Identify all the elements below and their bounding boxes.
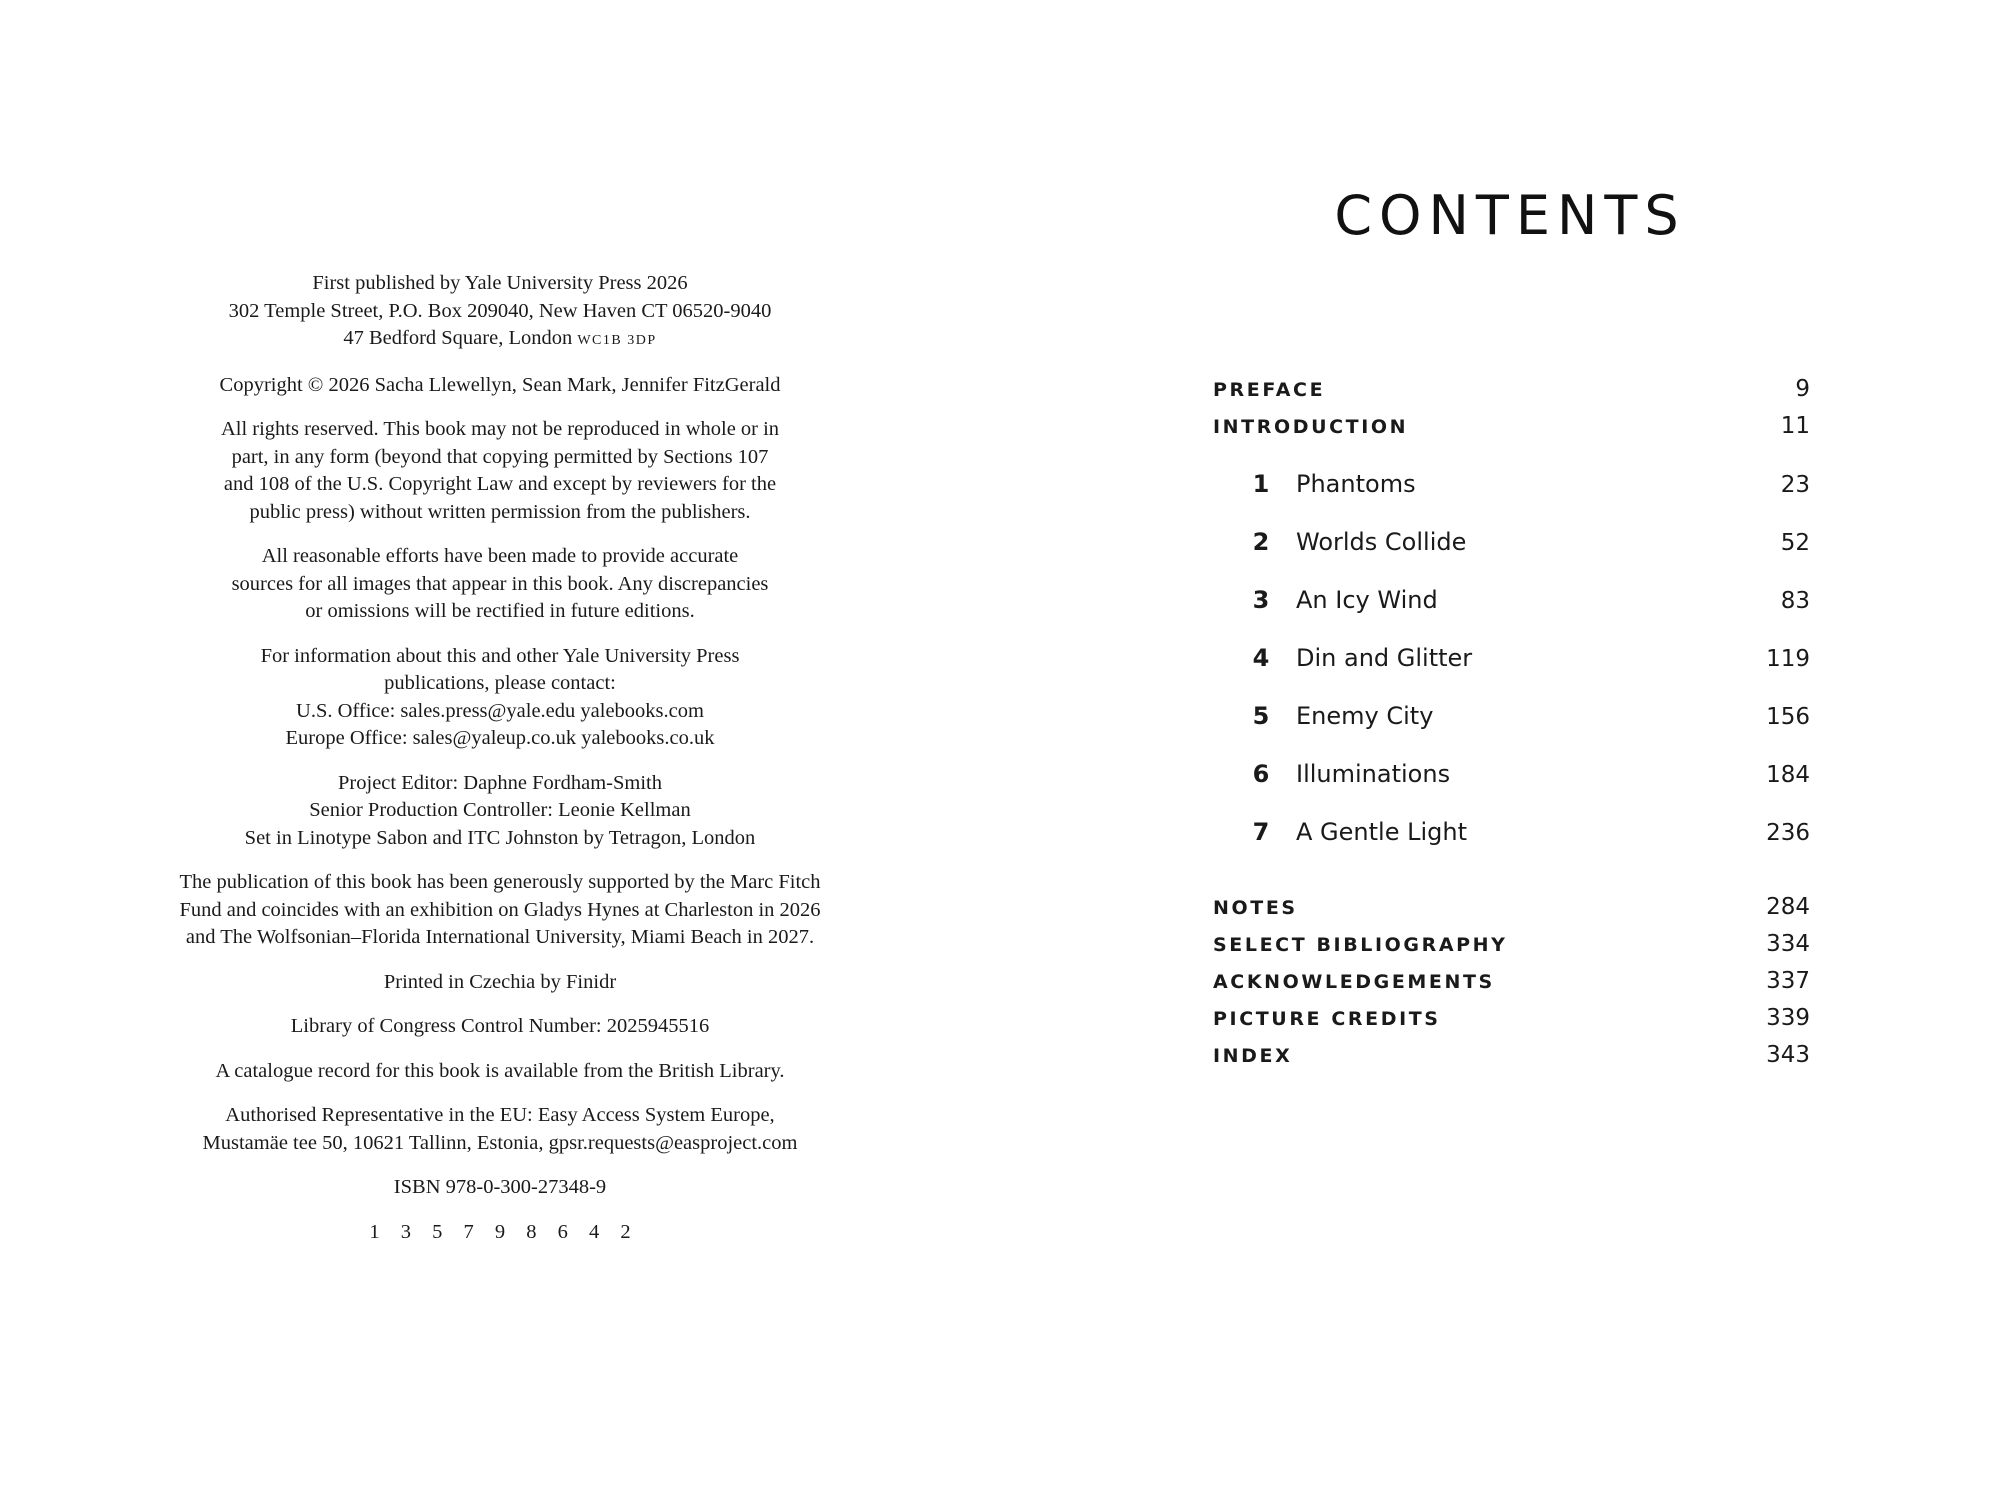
toc-page-number: 23 — [1780, 472, 1810, 498]
images-notice — [130, 543, 870, 626]
toc-chapter-2[interactable] — [1213, 528, 1810, 586]
chapter-number: 1 — [1252, 470, 1270, 498]
toc-chapter-6[interactable] — [1213, 760, 1810, 818]
contents-title: CONTENTS — [1334, 184, 1686, 247]
publisher-postcode: WC1B 3DP — [577, 333, 657, 348]
chapter-title: Enemy City — [1296, 702, 1434, 730]
toc-page-number: 83 — [1780, 588, 1810, 614]
chapter-title: An Icy Wind — [1296, 586, 1438, 614]
printed-line: Printed in Czechia by Finidr — [383, 970, 617, 993]
publisher-block — [130, 270, 870, 355]
support-line: and The Wolfsonian–Florida International University, Miami Beach in 2027. — [185, 926, 815, 948]
contact-intro: publications, please contact: — [384, 672, 616, 694]
isbn-line: ISBN 978-0-300-27348-9 — [393, 1176, 607, 1198]
publisher-line: First published by Yale University Press 2026 — [312, 272, 688, 294]
chapter-number: 2 — [1252, 528, 1270, 556]
toc-page-number: 337 — [1766, 968, 1810, 994]
toc-entry-label: INTRODUCTION — [1213, 416, 1409, 438]
toc-entry-notes[interactable] — [1213, 894, 1810, 931]
toc-page-number: 156 — [1766, 704, 1810, 730]
toc-page-number: 11 — [1780, 413, 1810, 439]
isbn-notice — [130, 1174, 870, 1202]
toc-chapter-1[interactable] — [1213, 470, 1810, 528]
chapter-number: 3 — [1252, 586, 1270, 614]
production-credits — [130, 770, 870, 853]
loc-notice — [130, 1013, 870, 1041]
toc-entry-index[interactable] — [1213, 1042, 1810, 1079]
toc-chapter-7[interactable] — [1213, 818, 1810, 876]
catalogue-line: A catalogue record for this book is available from the British Library. — [215, 1059, 785, 1082]
chapter-number: 4 — [1252, 644, 1270, 672]
catalogue-notice — [130, 1058, 870, 1086]
contact-us-office: U.S. Office: sales.press@yale.edu yalebooks.com — [296, 699, 704, 722]
toc-entry-preface[interactable] — [1213, 376, 1810, 413]
eu-rep-line: Authorised Representative in the EU: Easy Access System Europe, — [225, 1104, 775, 1126]
publisher-address-uk-street: 47 Bedford Square, London — [343, 327, 578, 349]
toc-page-number: 52 — [1780, 530, 1810, 556]
table-of-contents — [1213, 376, 1810, 1079]
rights-line: and 108 of the U.S. Copyright Law and except by reviewers for the — [223, 473, 777, 495]
credit-line: Senior Production Controller: Leonie Kellman — [309, 799, 691, 821]
chapter-number: 5 — [1252, 702, 1270, 730]
chapter-title: Din and Glitter — [1296, 644, 1473, 672]
toc-entry-label: PREFACE — [1213, 379, 1326, 401]
copyright-notice — [130, 372, 870, 400]
support-line: Fund and coincides with an exhibition on Gladys Hynes at Charleston in 2026 — [179, 898, 821, 921]
rights-line: All rights reserved. This book may not be reproduced in whole or in — [220, 418, 780, 440]
eu-representative — [130, 1102, 870, 1157]
toc-page-number: 284 — [1766, 894, 1810, 920]
toc-entry-select-bibliography[interactable] — [1213, 931, 1810, 968]
toc-page-number: 184 — [1766, 762, 1810, 788]
toc-entry-label: NOTES — [1213, 897, 1298, 919]
contact-europe-office: Europe Office: sales@yaleup.co.uk yalebooks.co.uk — [285, 727, 715, 749]
copyright-line: Copyright © 2026 Sacha Llewellyn, Sean Mark, Jennifer FitzGerald — [219, 373, 781, 396]
toc-entry-introduction[interactable] — [1213, 413, 1810, 450]
support-notice — [130, 869, 870, 952]
toc-page-number: 334 — [1766, 931, 1810, 957]
toc-page-number: 119 — [1766, 646, 1810, 672]
rights-line: public press) without written permission from the publishers. — [249, 500, 751, 523]
toc-entry-picture-credits[interactable] — [1213, 1005, 1810, 1042]
toc-page-number: 9 — [1795, 376, 1810, 402]
printer-key: 1 3 5 7 9 8 6 4 2 — [369, 1220, 639, 1243]
toc-page-number: 339 — [1766, 1005, 1810, 1031]
publisher-address-us: 302 Temple Street, P.O. Box 209040, New Haven CT 06520-9040 — [228, 299, 772, 322]
copyright-page — [130, 270, 870, 1263]
toc-chapter-3[interactable] — [1213, 586, 1810, 644]
printed-notice — [130, 969, 870, 997]
toc-entry-label: ACKNOWLEDGEMENTS — [1213, 971, 1495, 993]
loc-line: Library of Congress Control Number: 2025945516 — [290, 1015, 710, 1037]
chapter-title: Phantoms — [1296, 470, 1416, 498]
eu-rep-line: Mustamäe tee 50, 10621 Tallinn, Estonia, gpsr.requests@easproject.com — [202, 1131, 798, 1154]
chapter-number: 6 — [1252, 760, 1270, 788]
print-line-block — [130, 1219, 870, 1247]
toc-page-number: 236 — [1766, 820, 1810, 846]
chapter-title: Illuminations — [1296, 760, 1451, 788]
toc-entry-label: PICTURE CREDITS — [1213, 1008, 1441, 1030]
publisher-address-uk — [130, 325, 870, 355]
rights-notice — [130, 416, 870, 526]
toc-entry-label: INDEX — [1213, 1045, 1293, 1067]
chapter-title: A Gentle Light — [1296, 818, 1467, 846]
toc-spacer — [1213, 450, 1810, 470]
credit-line: Set in Linotype Sabon and ITC Johnston by Tetragon, London — [244, 826, 756, 849]
toc-spacer — [1213, 876, 1810, 894]
toc-entry-acknowledgements[interactable] — [1213, 968, 1810, 1005]
toc-page-number: 343 — [1766, 1042, 1810, 1068]
images-notice-line: or omissions will be rectified in future editions. — [305, 600, 695, 622]
chapter-title: Worlds Collide — [1296, 528, 1467, 556]
contact-intro: For information about this and other Yale University Press — [260, 644, 740, 667]
toc-chapter-5[interactable] — [1213, 702, 1810, 760]
images-notice-line: All reasonable efforts have been made to provide accurate — [261, 545, 739, 567]
toc-chapter-4[interactable] — [1213, 644, 1810, 702]
contact-block — [130, 643, 870, 753]
rights-line: part, in any form (beyond that copying permitted by Sections 107 — [231, 445, 769, 468]
support-line: The publication of this book has been generously supported by the Marc Fitch — [179, 871, 821, 893]
toc-entry-label: SELECT BIBLIOGRAPHY — [1213, 934, 1508, 956]
credit-line: Project Editor: Daphne Fordham-Smith — [338, 771, 662, 794]
images-notice-line: sources for all images that appear in this book. Any discrepancies — [231, 572, 769, 595]
chapter-number: 7 — [1252, 818, 1270, 846]
